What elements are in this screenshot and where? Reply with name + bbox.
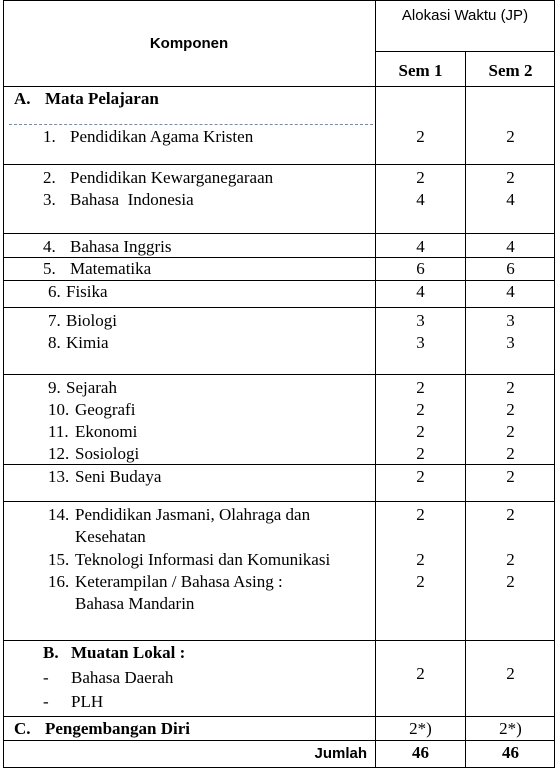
subject-name: Sosiologi [75,444,140,463]
sem1-value: 2 [416,127,425,146]
header-sem1: Sem 1 [398,61,443,80]
sem1-value: 6 [416,259,425,278]
sem1-value: 2*) [409,719,432,738]
section-c-letter: C. [14,719,31,738]
sem1-value: 2 [416,572,425,591]
sem1-value: 2 [416,550,425,569]
sem1-value: 2 [416,168,425,187]
row-line [3,501,555,502]
row-line [3,233,555,234]
subject-number: 10. [48,400,70,419]
subject-number: 11. [48,422,69,441]
subject-name: Bahasa Indonesia [70,190,194,209]
list-bullet: - [43,668,49,687]
subject-name: Pendidikan Jasmani, Olahraga dan [75,505,311,524]
sem1-value: 2 [416,467,425,486]
sem2-value: 2*) [499,719,522,738]
sem1-value: 3 [416,333,425,352]
sem2-value: 6 [506,259,515,278]
section-b-title: Muatan Lokal : [71,643,186,662]
sem2-value: 2 [506,467,515,486]
subject-name: Sejarah [66,378,117,397]
sem1-value: 4 [416,190,425,209]
border-bottom [3,767,555,768]
sem1-value: 4 [416,237,425,256]
subject-name: Bahasa Inggris [70,237,172,256]
border-top [3,0,555,1]
sem2-value: 2 [506,664,515,683]
subject-number: 12. [48,444,70,463]
subject-number: 9. [48,378,61,397]
sem2-value: 2 [506,505,515,524]
total-sem1: 46 [412,743,429,762]
subject-name: Fisika [66,282,108,301]
section-a-letter: A. [14,89,31,108]
header-bottom-line [3,86,555,87]
subject-number: 7. [48,311,61,330]
row-line [3,740,555,741]
sem2-value: 4 [506,282,515,301]
header-alokasi: Alokasi Waktu (JP) [401,7,529,24]
sem1-value: 2 [416,400,425,419]
sem2-value: 2 [506,168,515,187]
subject-name: Matematika [70,259,152,278]
row-line [3,280,555,281]
subject-number: 5. [43,259,56,278]
subject-name: Seni Budaya [75,467,162,486]
subject-name-continued: Kesehatan [75,527,146,546]
row-line [3,257,555,258]
subject-number: 8. [48,333,61,352]
subject-name: Ekonomi [75,422,138,441]
subject-number: 3. [43,190,56,209]
subject-name: Kimia [66,333,109,352]
subject-number: 2. [43,168,56,187]
row-line [3,640,555,641]
border-left [3,0,4,768]
subject-name: Geografi [75,400,136,419]
row-line [3,374,555,375]
section-c-title: Pengembangan Diri [45,719,190,738]
subject-name: Keterampilan / Bahasa Asing : [75,572,283,591]
subject-number: 16. [48,572,70,591]
sem2-value: 3 [506,333,515,352]
total-sem2: 46 [502,743,519,762]
sem1-value: 2 [416,378,425,397]
sem2-value: 2 [506,127,515,146]
row-line [3,164,555,165]
sem1-value: 3 [416,311,425,330]
subject-number: 14. [48,505,70,524]
section-b-letter: B. [43,643,59,662]
subject-name: Teknologi Informasi dan Komunikasi [75,550,331,569]
sem1-value: 2 [416,444,425,463]
sem2-value: 2 [506,378,515,397]
subject-name-continued: Bahasa Mandarin [75,594,195,613]
sem1-value: 2 [416,422,425,441]
curriculum-table [3,0,555,770]
row-line [3,464,555,465]
list-bullet: - [43,692,49,711]
sem1-value: 4 [416,282,425,301]
subject-number: 15. [48,550,70,569]
dashed-separator [9,124,373,125]
sem1-value: 2 [416,505,425,524]
sem2-value: 4 [506,190,515,209]
row-line [3,716,555,717]
subject-name: Pendidikan Kewarganegaraan [70,168,274,187]
muatan-lokal-item: PLH [71,692,104,711]
row-line [3,307,555,308]
sem2-value: 2 [506,422,515,441]
sem2-value: 3 [506,311,515,330]
subject-number: 13. [48,467,70,486]
header-komponen: Komponen [149,35,229,52]
sem2-value: 2 [506,444,515,463]
header-sem2: Sem 2 [488,61,533,80]
sem1-value: 2 [416,664,425,683]
subject-number: 6. [48,282,61,301]
total-label: Jumlah [314,745,367,762]
sem2-value: 4 [506,237,515,256]
subject-name: Biologi [66,311,118,330]
muatan-lokal-item: Bahasa Daerah [71,668,174,687]
subject-number: 1. [43,127,56,146]
sem2-value: 2 [506,400,515,419]
subject-number: 4. [43,237,56,256]
sem2-value: 2 [506,550,515,569]
section-a-title: Mata Pelajaran [45,89,159,108]
subject-name: Pendidikan Agama Kristen [70,127,254,146]
sem2-value: 2 [506,572,515,591]
